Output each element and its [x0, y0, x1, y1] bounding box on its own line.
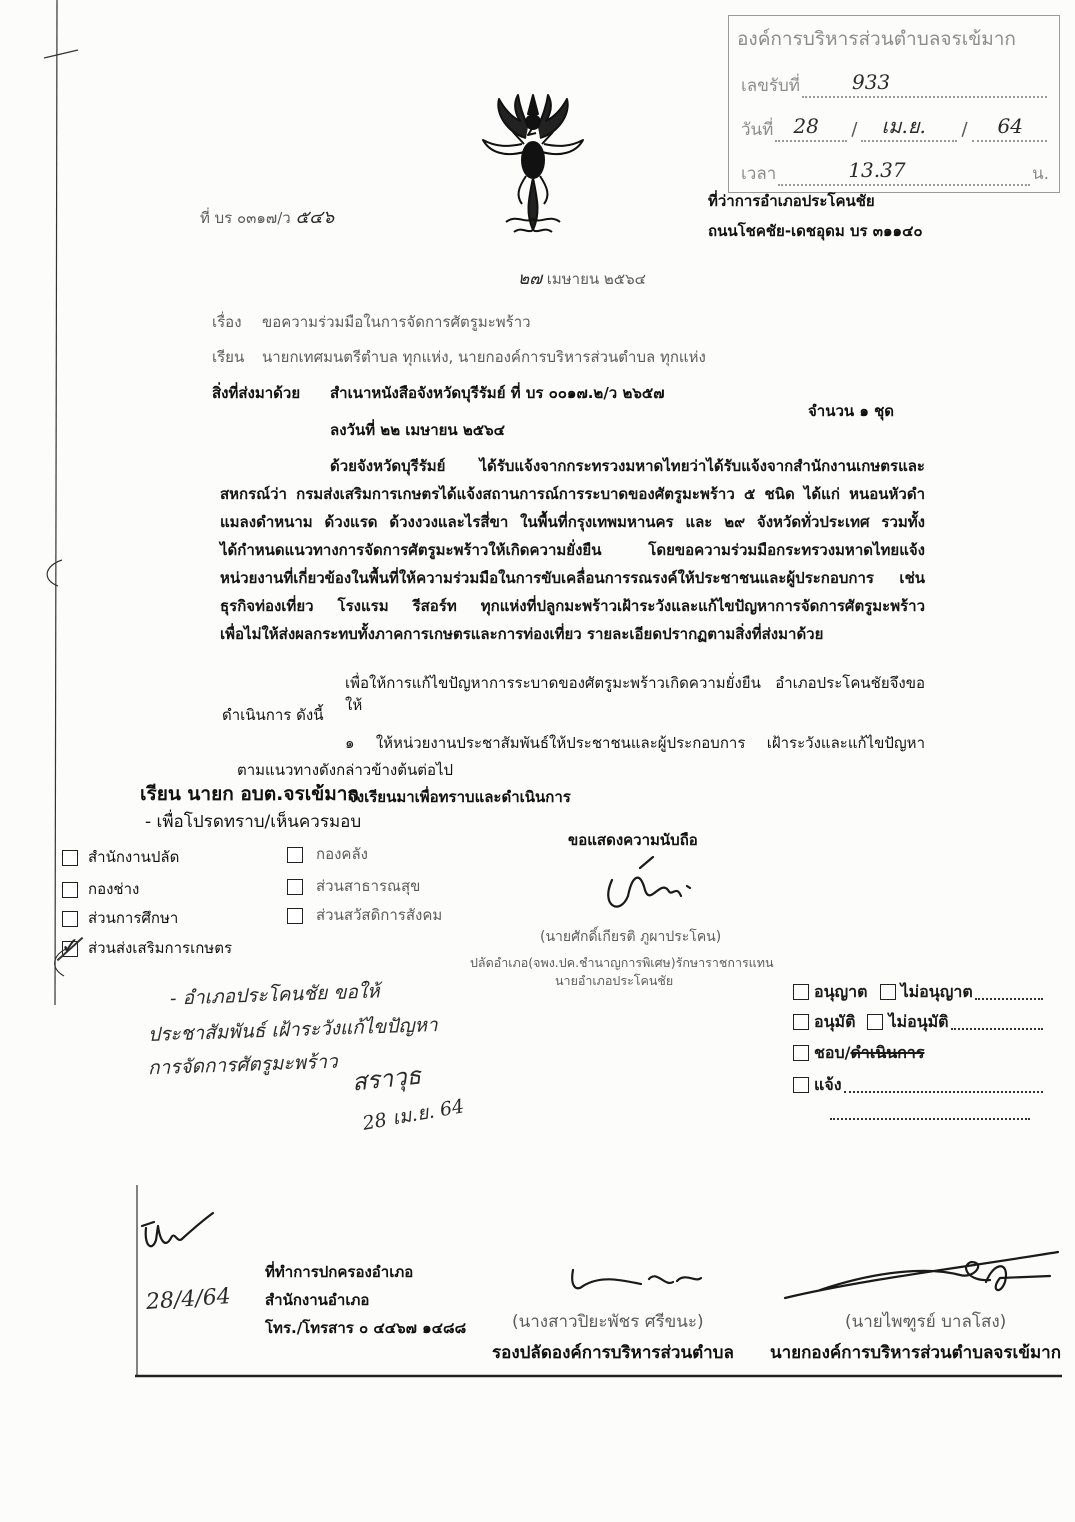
- chief-title: นายกองค์การบริหารส่วนตำบลจรเข้มาก: [770, 1343, 1061, 1363]
- margin-mark: [44, 50, 78, 58]
- handwritten-note-line: การจัดการศัตรูมะพร้าว: [147, 1050, 338, 1080]
- checkbox-label: กองคลัง: [316, 845, 368, 863]
- approval-dotted-line: [830, 1108, 1030, 1120]
- checkbox-label: ส่วนสวัสดิการสังคม: [316, 906, 443, 924]
- signer-title-sub: นายอำเภอประโคนชัย: [555, 973, 674, 988]
- letter-date-day: ๒๗: [518, 269, 542, 289]
- subject-text: ขอความร่วมมือในการจัดการศัตรูมะพร้าว: [262, 313, 531, 331]
- regards-text: ขอแสดงความนับถือ: [568, 831, 698, 849]
- paragraph-1-line: ธุรกิจท่องเที่ยว โรงแรม รีสอร์ท ทุกแห่งที่ปลูกมะพร้าวเฝ้าระวังและแก้ไขปัญหาการจัดการศัตรูมะพร้าว: [220, 597, 925, 615]
- footer-phone: โทร./โทรสาร ๐ ๔๔๖๗ ๑๔๘๘: [265, 1319, 467, 1337]
- checkbox-public-works[interactable]: [62, 882, 78, 898]
- checkbox-agriculture[interactable]: [62, 941, 78, 957]
- stamp-receive-row: [741, 64, 1049, 98]
- stamp-receive-label: เลขรับที่: [741, 76, 800, 96]
- routing-purpose: - เพื่อโปรดทราบ/เห็นควรมอบ: [145, 812, 362, 832]
- footer-department: ที่ทำการปกครองอำเภอ: [265, 1263, 414, 1281]
- reference-handwritten-number: ๕๔๖: [295, 207, 335, 228]
- paragraph-1-line: ได้กำหนดแนวทางการจัดการศัตรูมะพร้าวให้เกิดความยั่งยืน โดยขอความร่วมมือกระทรวงมหาดไทยแจ้ง: [220, 541, 925, 559]
- margin-arc: [47, 560, 62, 586]
- letter-date: [518, 268, 646, 290]
- recipient-label: เรียน: [212, 348, 245, 366]
- stamp-time-label: เวลา: [741, 164, 777, 184]
- enclosure-count: จำนวน ๑ ชุด: [808, 402, 895, 420]
- checkbox-label: ส่วนสาธารณสุข: [316, 877, 421, 895]
- recipient-text: นายกเทศมนตรีตำบล ทุกแห่ง, นายกองค์การบริหารส่วนตำบล ทุกแห่ง: [262, 348, 706, 366]
- acknowledgement-date: 28/4/64: [145, 1284, 232, 1315]
- checkbox-label: สำนักงานปลัด: [88, 848, 180, 866]
- paragraph-1-line: ด้วยจังหวัดบุรีรัมย์ ได้รับแจ้งจากกระทรวงมหาดไทยว่าได้รับแจ้งจากสำนักงานเกษตรและ: [330, 457, 925, 475]
- routing-recipient: เรียน นายก อบต.จรเข้มาก: [140, 783, 359, 805]
- checkbox-public-health[interactable]: [287, 879, 303, 895]
- deputy-signature: [572, 1270, 701, 1288]
- chief-signature: [785, 1252, 1058, 1298]
- checkbox-social-welfare[interactable]: [287, 908, 303, 924]
- stamp-organization: องค์การบริหารส่วนตำบลจรเข้มาก: [737, 28, 1016, 50]
- approval-label-agree: ชอบ/: [814, 1042, 851, 1062]
- chief-name: (นายไพฑูรย์ บาลโสง): [845, 1312, 1007, 1332]
- approval-label-proceed: ดำเนินการ: [850, 1042, 925, 1062]
- checkbox-label: ส่วนส่งเสริมการเกษตร: [88, 939, 232, 957]
- approval-checkbox-notify[interactable]: [793, 1077, 809, 1093]
- approval-label-disapprove: ไม่อนุมัติ: [888, 1011, 949, 1031]
- signer-signature: [608, 857, 690, 907]
- deputy-title: รองปลัดองค์การบริหารส่วนตำบล: [492, 1343, 734, 1363]
- item-1-line: ๑ ให้หน่วยงานประชาสัมพันธ์ให้ประชาชนและผู้ประกอบการ เฝ้าระวังและแก้ไขปัญหา: [345, 734, 925, 752]
- stamp-date-month: เม.ย.: [881, 114, 926, 138]
- deputy-name: (นางสาวปิยะพัชร ศรีขนะ): [512, 1312, 704, 1332]
- page-edge-left: [55, 0, 57, 1005]
- acknowledgement-signature: [142, 1213, 213, 1246]
- enclosure-date: ลงวันที่ ๒๒ เมษายน ๒๕๖๔: [330, 421, 506, 439]
- checkbox-office-of-permanent-secretary[interactable]: [62, 850, 78, 866]
- subject-label: เรื่อง: [212, 313, 242, 331]
- paragraph-2-line: เพื่อให้การแก้ไขปัญหาการระบาดของศัตรูมะพร้าวเกิดความยั่งยืน อำเภอประโคนชัยจึงขอให้: [345, 674, 925, 714]
- reference-number: [200, 207, 334, 229]
- receipt-stamp: [728, 15, 1060, 193]
- stamp-receive-number: 933: [851, 70, 891, 94]
- garuda-emblem-icon: [478, 92, 588, 242]
- approval-label-deny: ไม่อนุญาต: [900, 981, 973, 1001]
- checkbox-label: ส่วนการศึกษา: [88, 909, 179, 927]
- approval-row-permit: [793, 980, 1043, 1004]
- handwritten-note-line: - อำเภอประโคนชัย ขอให้: [169, 980, 380, 1010]
- paragraph-1-line: เพื่อไม่ให้ส่งผลกระทบทั้งภาคการเกษตรและการท่องเที่ยว รายละเอียดปรากฏตามสิ่งที่ส่งมาด้วย: [220, 625, 824, 643]
- stamp-time-row: [741, 152, 1049, 186]
- stamp-date-row: วันที่ 28 / เม.ย. / 64: [741, 108, 1049, 142]
- checkbox-label: กองช่าง: [88, 880, 140, 898]
- stamp-date-year: 64: [997, 114, 1023, 138]
- approval-label-approve: อนุมัติ: [814, 1011, 856, 1031]
- signer-name: (นายศักดิ์เกียรติ ภูผาประโคน): [540, 929, 722, 945]
- closing-text: จึงเรียนมาเพื่อทราบและดำเนินการ: [348, 788, 571, 806]
- item-1-line: ตามแนวทางดังกล่าวข้างต้นต่อไป: [237, 761, 454, 779]
- signer-title: ปลัดอำเภอ(จพง.ปค.ชำนาญการพิเศษ)รักษาราชการแทน: [470, 955, 774, 970]
- stamp-time-value: 13.37: [848, 158, 906, 182]
- approval-checkbox-allow[interactable]: [793, 984, 809, 1000]
- handwritten-note-line: ประชาสัมพันธ์ เฝ้าระวังแก้ไขปัญหา: [147, 1013, 438, 1047]
- approval-checkbox-agree[interactable]: [793, 1045, 809, 1061]
- checkbox-finance[interactable]: [287, 847, 303, 863]
- approval-label-allow: อนุญาต: [814, 981, 868, 1001]
- enclosure-text: สำเนาหนังสือจังหวัดบุรีรัมย์ ที่ บร ๐๐๑๗.๒/ว ๒๖๕๗: [330, 384, 665, 402]
- approval-row-agree: [793, 1041, 1043, 1065]
- paragraph-2-line: ดำเนินการ ดังนี้: [222, 706, 324, 724]
- paragraph-1-line: หน่วยงานที่เกี่ยวข้องในพื้นที่ให้ความร่วมมือในการขับเคลื่อนการรณรงค์ให้ประชาชนและผู้ประกอบการ เช่น: [220, 569, 925, 587]
- approval-checkbox-approve[interactable]: [793, 1014, 809, 1030]
- approval-checkbox-deny[interactable]: [880, 984, 896, 1000]
- checkbox-education[interactable]: [62, 911, 78, 927]
- paragraph-1-line: แมลงดำหนาม ด้วงแรด ด้วงงวงและไรสี่ขา ในพื้นที่กรุงเทพมหานคร และ ๒๙ จังหวัดทั่วประเทศ รวมทั้ง: [220, 513, 925, 531]
- enclosure-label: สิ่งที่ส่งมาด้วย: [212, 384, 301, 402]
- stamp-date-day: 28: [793, 114, 819, 138]
- handwritten-note-signer: สราวุธ: [350, 1061, 423, 1097]
- footer-office: สำนักงานอำเภอ: [265, 1291, 370, 1309]
- approval-row-notify: [793, 1073, 1043, 1097]
- letter-date-month-year: เมษายน ๒๕๖๔: [546, 270, 647, 288]
- approval-checkbox-disapprove[interactable]: [867, 1014, 883, 1030]
- handwritten-note-date: 28 เม.ย. 64: [360, 1095, 466, 1135]
- reference-prefix: ที่ บร ๐๓๑๗/ว: [200, 209, 291, 227]
- paragraph-1-line: สหกรณ์ว่า กรมส่งเสริมการเกษตรได้แจ้งสถานการณ์การระบาดของศัตรูมะพร้าว ๕ ชนิด ได้แก่ หนอนหัวดำ: [220, 485, 925, 503]
- office-address: ถนนโชคชัย-เดชอุดม บร ๓๑๑๔๐: [708, 222, 923, 240]
- stamp-time-unit: น.: [1031, 164, 1049, 184]
- office-name: ที่ว่าการอำเภอประโคนชัย: [708, 192, 875, 210]
- approval-label-notify: แจ้ง: [814, 1074, 842, 1094]
- approval-row-approve: [793, 1010, 1043, 1034]
- stamp-date-label: วันที่: [741, 120, 774, 140]
